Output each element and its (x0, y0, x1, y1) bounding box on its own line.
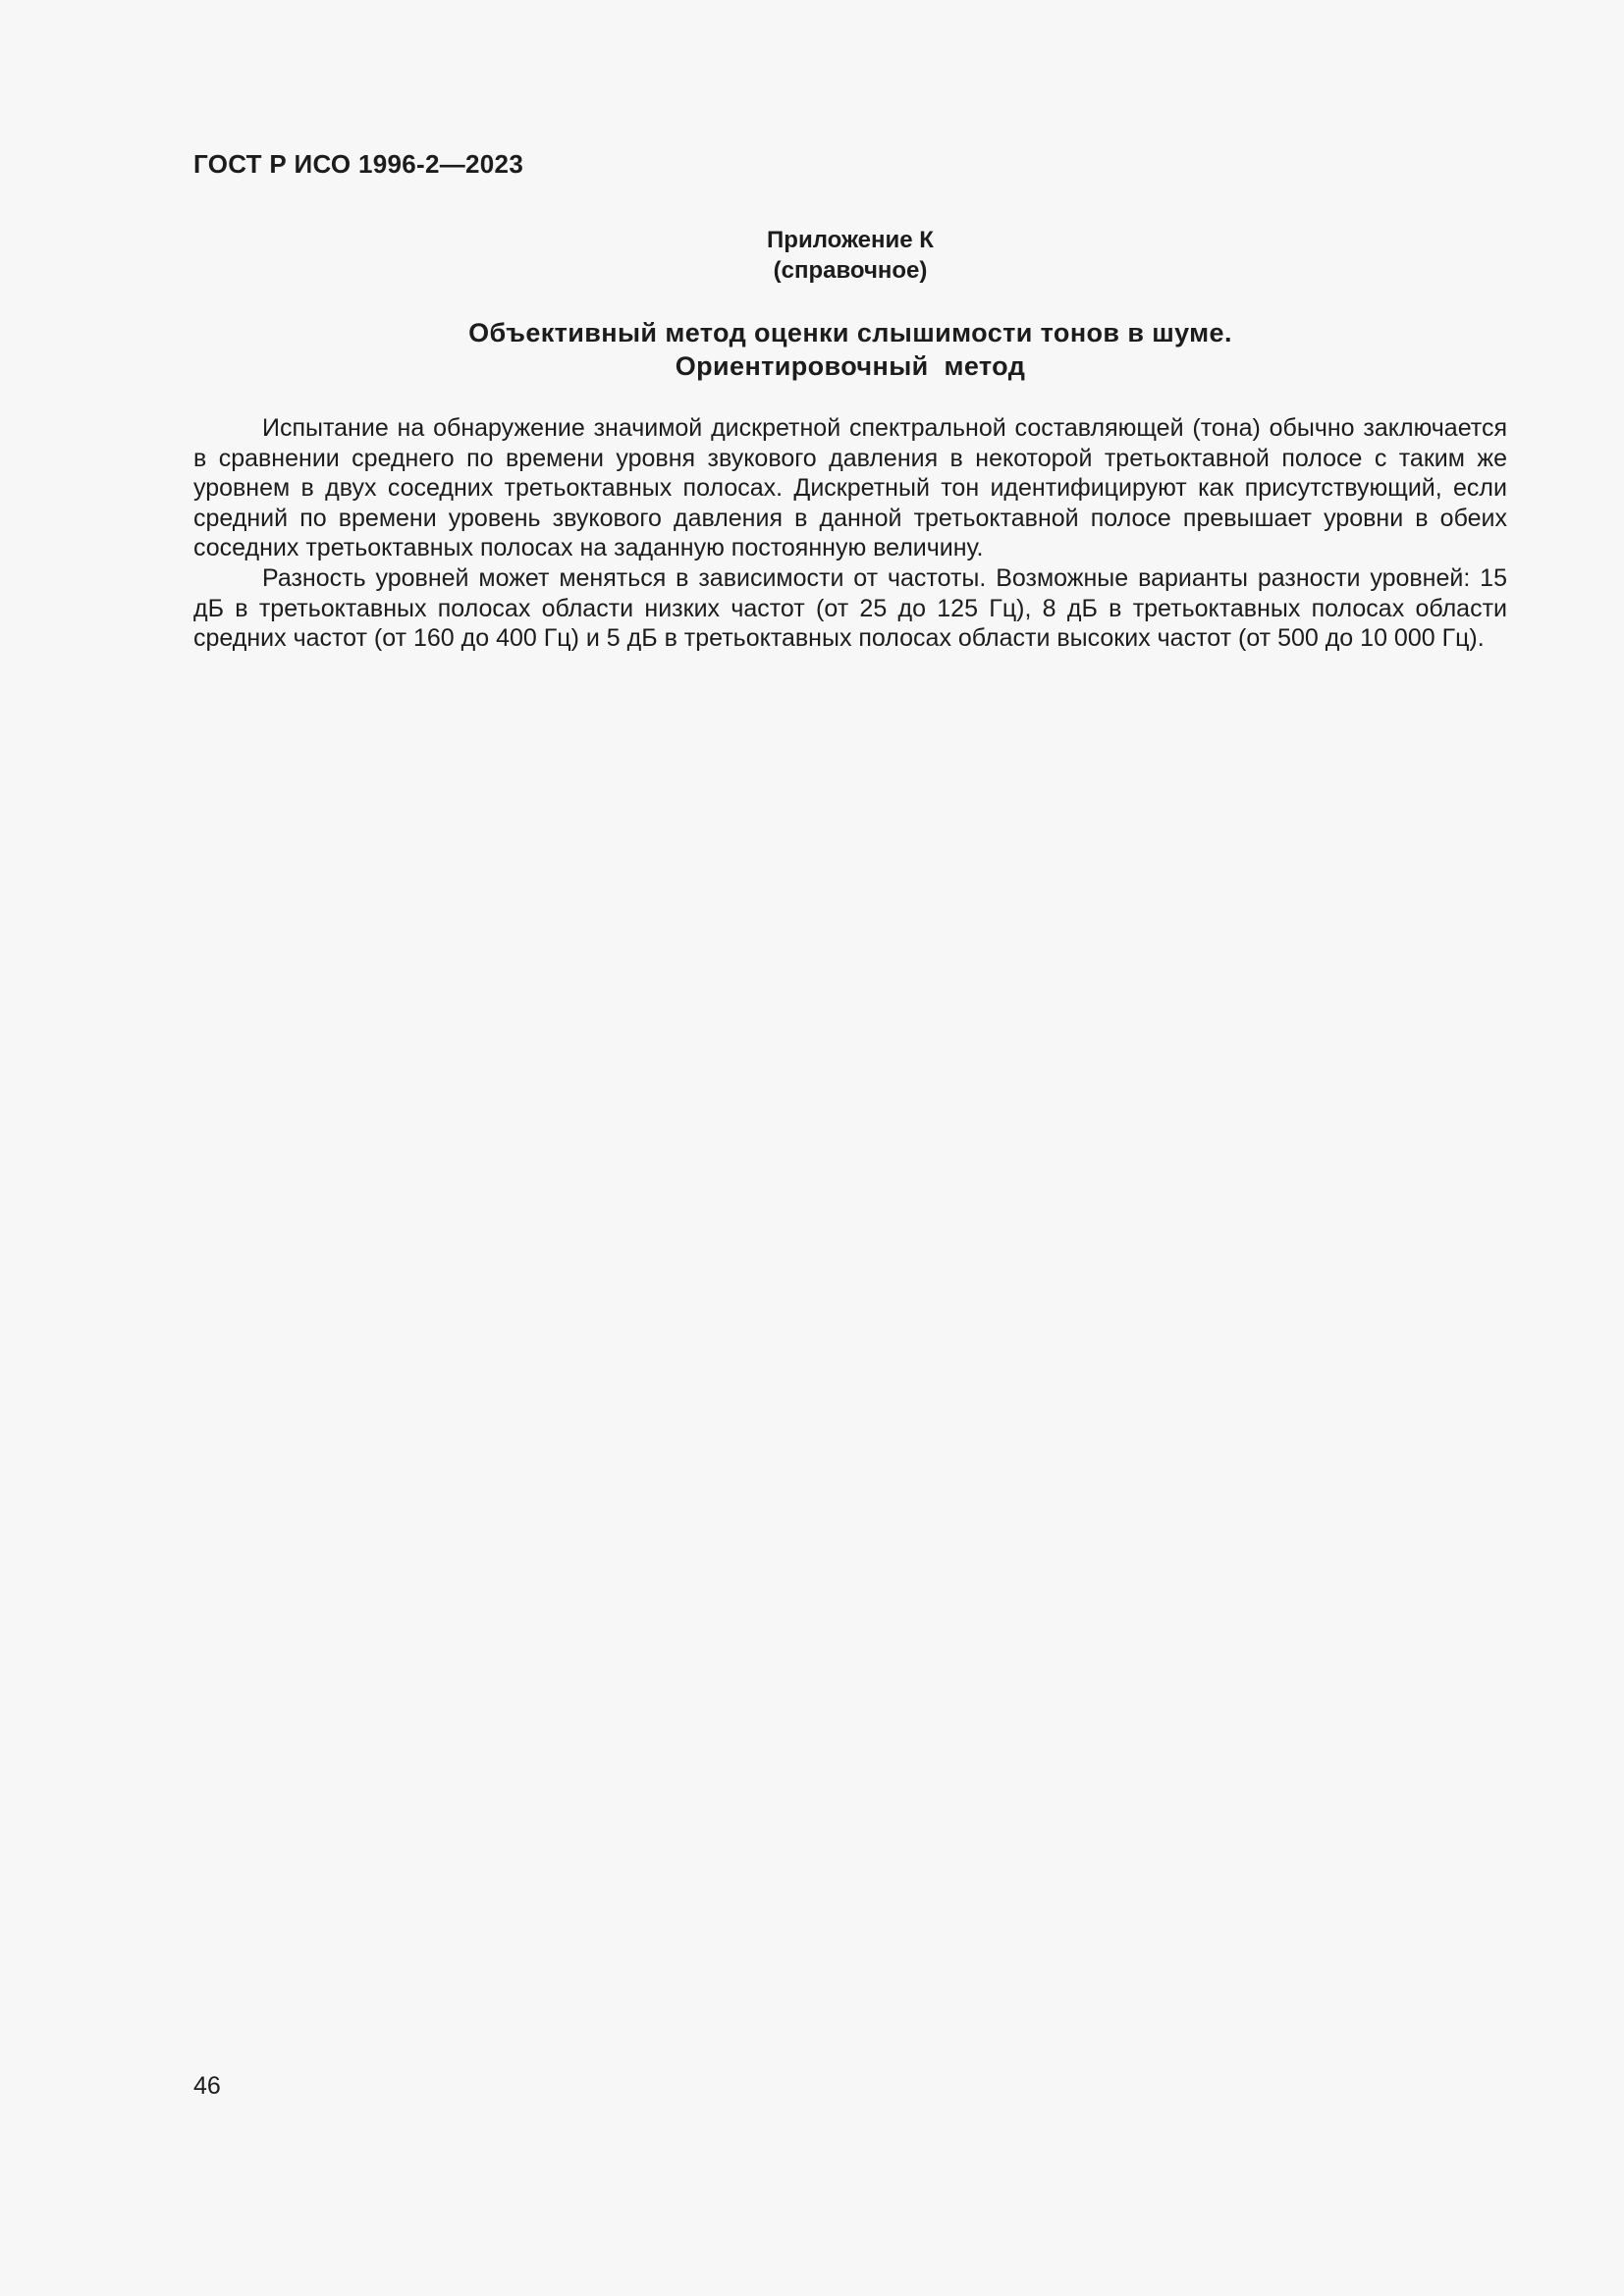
section-title: Объективный метод оценки слышимости тонов в шуме. (468, 318, 1232, 347)
paragraph-tone-detection: Испытание на обнаружение значимой дискретной спектральной составляющей (тона) обычно заключается в сравнении среднего по времени уровня звукового давления в некоторой третьоктавной полосе с таким же уровнем в двух соседних третьоктавных полосах. Дискретный тон идентифицируют как присутствующий, если средний по времени уровень звукового давления в данной третьоктавной полосе превышает уровни в обеих соседних третьоктавных полосах на заданную постоянную величину. (193, 414, 1507, 562)
section-subtitle: Ориентировочный метод (675, 351, 1026, 381)
annex-type: (справочное) (773, 257, 928, 284)
annex-title: Приложение К (767, 227, 934, 253)
body-text (193, 413, 1507, 654)
paragraph-level-difference: Разность уровней может меняться в зависимости от частоты. Возможные варианты разности уровней: 15 дБ в третьоктавных полосах области низких частот (от 25 до 125 Гц), 8 дБ в третьоктавных полосах области средних частот (от 160 до 400 Гц) и 5 дБ в третьоктавных полосах области высоких частот (от 500 до 10 000 Гц). (193, 563, 1507, 653)
page-number: 46 (193, 2072, 221, 2100)
document-code: ГОСТ Р ИСО 1996-2—2023 (193, 149, 524, 179)
